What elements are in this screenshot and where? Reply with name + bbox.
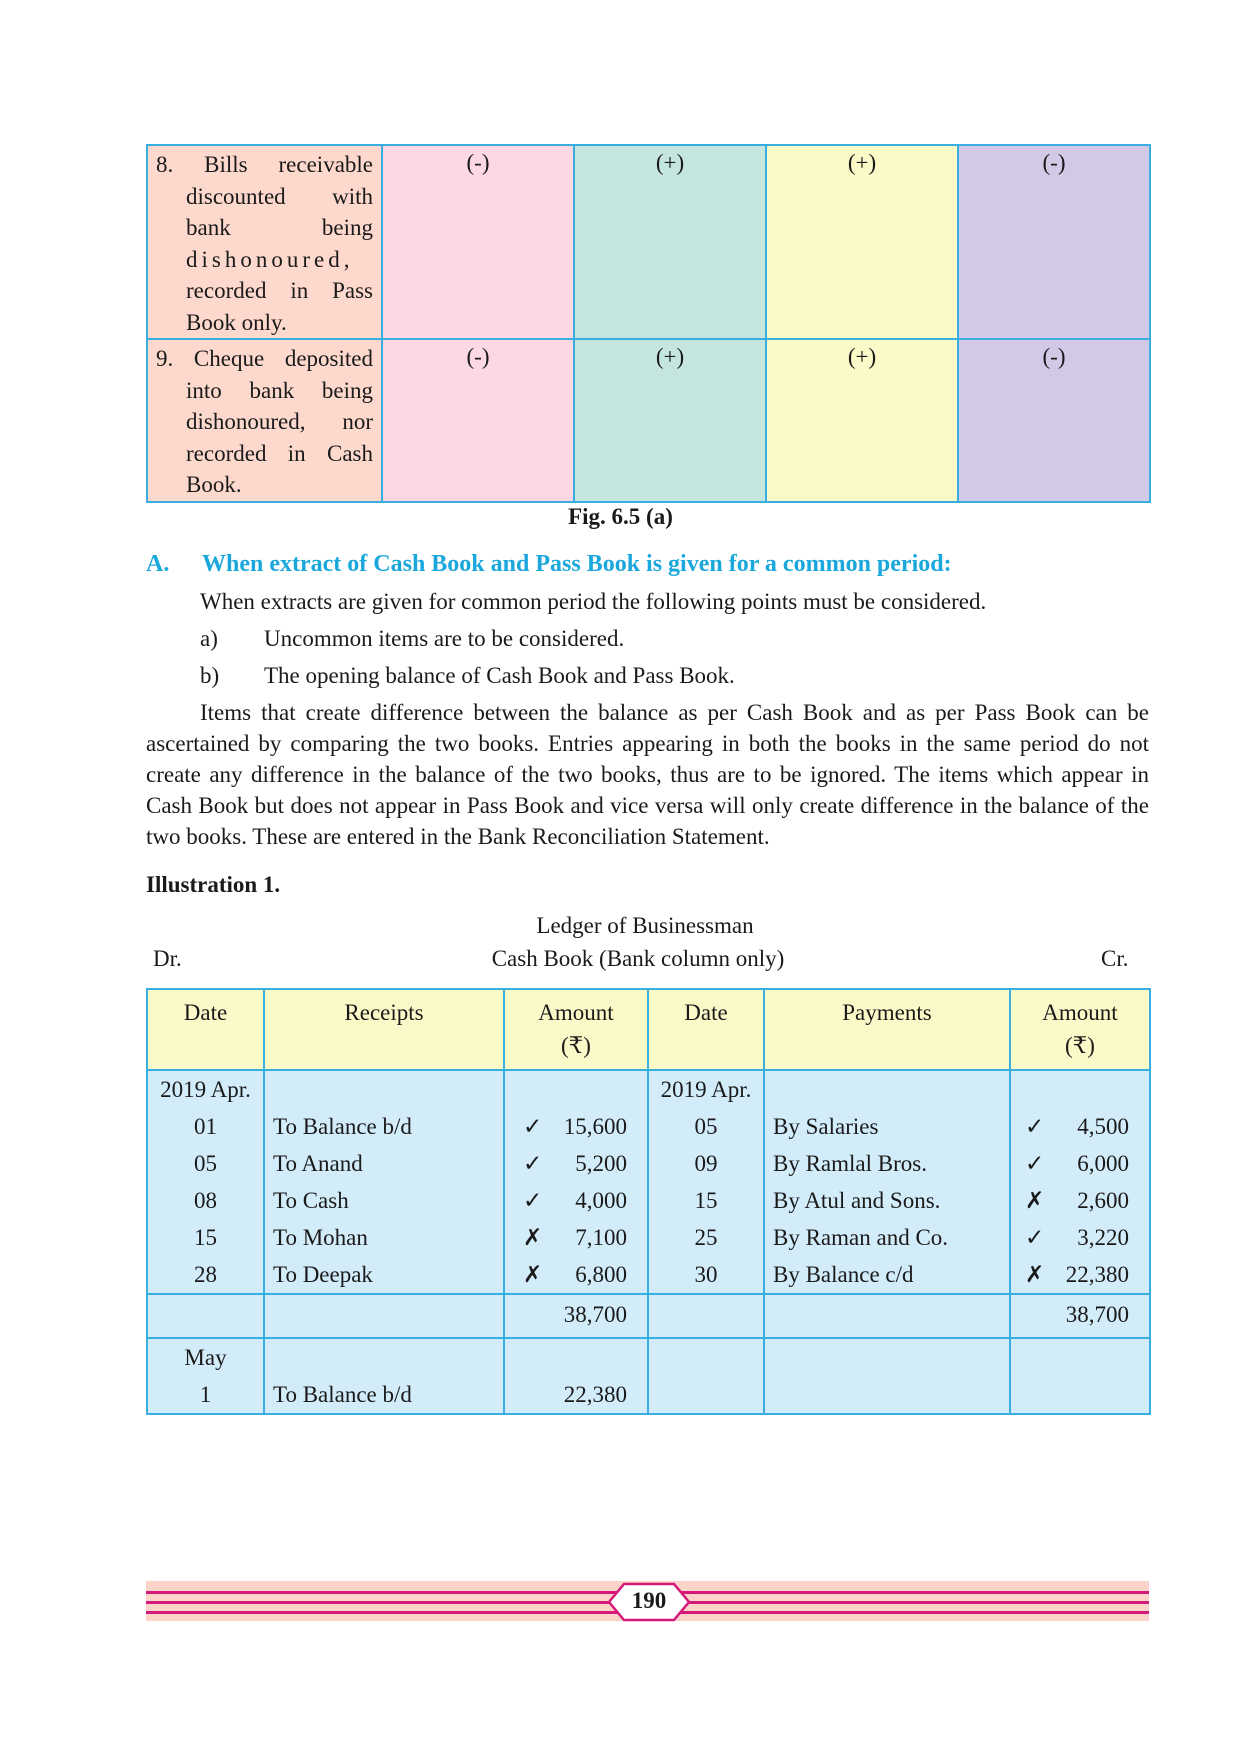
debit-label: Dr. <box>153 946 182 971</box>
description-line: Book only. <box>186 309 287 335</box>
description-line: Book. <box>186 472 242 497</box>
effect-sign: (-) <box>958 339 1150 502</box>
carry-particular-cell <box>264 1338 504 1414</box>
entry-particular: By Salaries <box>773 1114 879 1139</box>
section-heading-text: When extract of Cash Book and Pass Book is given for a common period: <box>202 551 952 577</box>
description-line: dishonoured, <box>186 246 354 272</box>
ledger-total-row <box>147 1294 1150 1338</box>
amount-value: 5,200 <box>575 1151 627 1176</box>
entry-particular: By Ramlal Bros. <box>773 1151 927 1176</box>
entry-amount <box>505 1108 627 1145</box>
amount-value: 22,380 <box>1065 1262 1129 1287</box>
page-number: 190 <box>631 1588 667 1613</box>
description-line: bank being <box>186 215 373 240</box>
entry-date: 01 <box>194 1114 217 1139</box>
cross-mark-icon: ✗ <box>1025 1188 1045 1213</box>
entry-amount <box>505 1145 627 1182</box>
effect-sign: (+) <box>766 339 958 502</box>
entry-particular: By Balance c/d <box>773 1262 914 1287</box>
header-amount <box>504 989 648 1070</box>
check-mark-icon: ✓ <box>1025 1225 1045 1250</box>
ledger-carry-row <box>147 1338 1150 1414</box>
entry-date: 05 <box>194 1151 217 1176</box>
effect-table <box>146 144 1151 503</box>
entry-particular: To Anand <box>273 1151 363 1176</box>
entry-amount <box>1011 1145 1129 1182</box>
entry-amount <box>1011 1108 1129 1145</box>
amount-value: 2,600 <box>1077 1188 1129 1213</box>
figure-caption: Fig. 6.5 (a) <box>568 504 673 529</box>
year-label: 2019 Apr. <box>160 1077 251 1102</box>
check-mark-icon: ✓ <box>1025 1151 1045 1176</box>
entry-particular: By Atul and Sons. <box>773 1188 941 1213</box>
description-line: Bills receivable <box>204 152 373 177</box>
check-mark-icon: ✓ <box>523 1188 543 1213</box>
carry-month: May <box>184 1345 227 1370</box>
row-number: 9. <box>156 346 174 371</box>
effect-sign: (+) <box>766 145 958 339</box>
header-amount <box>1010 989 1150 1070</box>
ledger-header-row <box>147 989 1150 1070</box>
section-paragraph: Items that create difference between the balance as per Cash Book and as per Pass Book can be ascertained by comparing the two books. Entries appearing in both the books in the same period do not create any difference in the balance of the two books, thus are to be ignored. The items which appear in Cash Book but does not appear in Pass Book and vice versa will only create difference in the balance of the two books. These are entered in the Bank Reconciliation Statement. <box>146 700 1149 849</box>
effect-row <box>147 145 1150 339</box>
illustration-title: Illustration 1. <box>146 872 281 897</box>
effect-description <box>147 145 382 339</box>
description-line: into bank being <box>186 377 373 403</box>
cross-mark-icon: ✗ <box>523 1262 543 1287</box>
entry-date: 05 <box>694 1114 718 1139</box>
description-line: Cheque deposited <box>193 346 373 371</box>
cash-book-ledger <box>146 988 1151 1415</box>
entry-particular: By Raman and Co. <box>773 1225 949 1250</box>
entry-date: 30 <box>694 1262 718 1287</box>
amount-value: 6,000 <box>1077 1151 1129 1176</box>
entry-date: 28 <box>194 1262 217 1287</box>
entry-amount <box>1011 1219 1129 1256</box>
receipt-dates <box>147 1070 264 1294</box>
entry-amount <box>505 1182 627 1219</box>
header-date: Date <box>648 989 764 1070</box>
row-number: 8. <box>156 152 174 177</box>
amount-value: 7,100 <box>575 1225 627 1250</box>
payment-particulars <box>764 1070 1010 1294</box>
entry-date: 25 <box>694 1225 718 1250</box>
description-line: discounted with <box>186 183 373 209</box>
description-line: dishonoured, nor <box>186 409 373 434</box>
entry-amount <box>505 1256 627 1293</box>
check-mark-icon: ✓ <box>1025 1114 1045 1139</box>
point-label: b) <box>200 663 220 688</box>
cross-mark-icon: ✗ <box>523 1225 543 1250</box>
point-label: a) <box>200 626 218 651</box>
rupee-unit: (₹) <box>1065 1033 1095 1058</box>
receipt-amounts <box>504 1070 648 1294</box>
entry-date: 15 <box>194 1225 217 1250</box>
payment-amounts <box>1010 1070 1150 1294</box>
entry-particular: To Deepak <box>273 1262 373 1287</box>
effect-sign: (+) <box>574 339 766 502</box>
carry-date <box>147 1338 264 1414</box>
payments-total: 38,700 <box>1010 1294 1150 1338</box>
year-label: 2019 Apr. <box>660 1077 752 1102</box>
carry-amount: 22,380 <box>563 1382 627 1407</box>
rupee-unit: (₹) <box>561 1033 591 1058</box>
amount-value: 4,500 <box>1077 1114 1129 1139</box>
effect-description <box>147 339 382 502</box>
section-heading <box>146 551 952 578</box>
payment-dates <box>648 1070 764 1294</box>
receipts-total: 38,700 <box>504 1294 648 1338</box>
description-line: recorded in Pass <box>186 278 373 303</box>
effect-row <box>147 339 1150 502</box>
credit-label: Cr. <box>1101 946 1129 971</box>
section-letter: A. <box>146 551 170 577</box>
description-line: recorded in Cash <box>186 440 373 466</box>
header-receipts: Receipts <box>264 989 504 1070</box>
carry-amount-cell <box>504 1338 648 1414</box>
entry-date: 15 <box>694 1188 718 1213</box>
point-text: The opening balance of Cash Book and Pass Book. <box>264 663 735 688</box>
amount-value: 6,800 <box>575 1262 627 1287</box>
amount-value: 15,600 <box>563 1114 627 1139</box>
effect-sign: (-) <box>382 339 574 502</box>
header-amount-label: Amount <box>538 1000 614 1025</box>
cross-mark-icon: ✗ <box>1025 1262 1045 1287</box>
point-text: Uncommon items are to be considered. <box>264 626 625 651</box>
ledger-entries-row <box>147 1070 1150 1294</box>
effect-sign: (+) <box>574 145 766 339</box>
effect-sign: (-) <box>958 145 1150 339</box>
entry-date: 09 <box>694 1151 718 1176</box>
carry-day: 1 <box>199 1382 212 1407</box>
entry-amount <box>1011 1256 1129 1293</box>
ledger-title: Ledger of Businessman <box>536 913 754 938</box>
check-mark-icon: ✓ <box>523 1151 543 1176</box>
amount-value: 3,220 <box>1077 1225 1129 1250</box>
ledger-subtitle: Cash Book (Bank column only) <box>491 946 785 971</box>
header-payments: Payments <box>764 989 1010 1070</box>
amount-value: 4,000 <box>575 1188 627 1213</box>
entry-particular: To Mohan <box>273 1225 368 1250</box>
header-date: Date <box>147 989 264 1070</box>
carry-particular: To Balance b/d <box>273 1382 412 1407</box>
effect-sign: (-) <box>382 145 574 339</box>
receipt-particulars <box>264 1070 504 1294</box>
entry-amount <box>1011 1182 1129 1219</box>
entry-amount <box>505 1219 627 1256</box>
section-intro: When extracts are given for common period the following points must be considered. <box>200 589 987 614</box>
entry-particular: To Balance b/d <box>273 1114 412 1139</box>
check-mark-icon: ✓ <box>523 1114 543 1139</box>
entry-date: 08 <box>194 1188 217 1213</box>
entry-particular: To Cash <box>273 1188 349 1213</box>
header-amount-label: Amount <box>1042 1000 1118 1025</box>
